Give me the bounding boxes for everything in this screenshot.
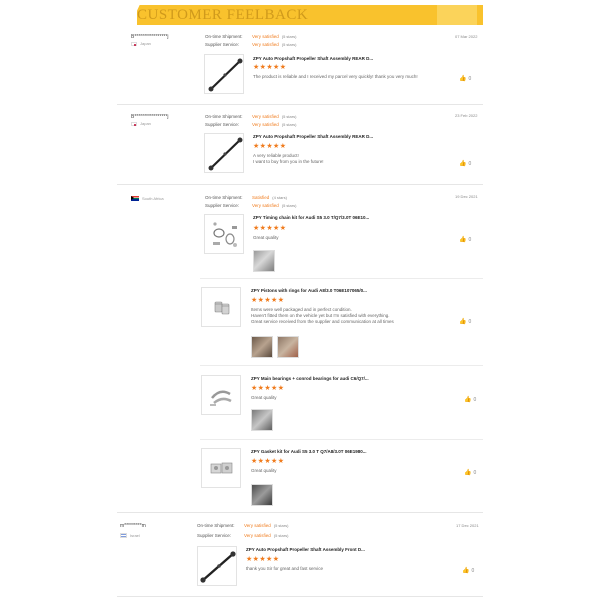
product-star-rating: ★★★★★ [253,225,287,232]
product-thumbnail[interactable] [201,375,241,415]
review-comment: Great quality [251,395,277,400]
feedback-banner [117,5,483,25]
product-thumbnail[interactable] [204,54,244,94]
bearings-image [202,376,241,415]
product-title[interactable]: ZPY Auto Propshaft Propeller Shaft Assembly REAR D... [253,134,374,139]
reviewer-country: Israel [120,533,140,538]
reviewer-country: Japan [131,121,151,126]
reviewer-country: Japan [131,41,151,46]
review-comment: thank you Sir for great and fast service [246,566,324,571]
product-title[interactable]: ZPY Main bearings + conrod bearings for audi C6/Q7/... [251,376,369,381]
product-star-rating: ★★★★★ [253,64,287,71]
on-time-shipment-rating: On-time Shipment: Very satisfied (5 stars) [197,523,289,528]
like-button[interactable]: 👍 0 [462,568,475,574]
customer-photo[interactable] [277,336,299,358]
thumbs-up-icon: 👍 [459,237,467,243]
product-thumbnail[interactable] [197,546,237,586]
supplier-service-rating: Supplier Service: Very satisfied (5 stars) [205,122,297,127]
product-star-rating: ★★★★★ [251,297,285,304]
product-title[interactable]: ZPY Pistons with rings for Audi A8/3.0 T06E107065/0... [251,288,367,293]
review-date: 07 Mar 2022 [455,34,478,39]
customer-photo[interactable] [251,409,273,431]
thumbs-up-icon: 👍 [459,161,467,167]
item-separator [200,365,483,366]
product-title[interactable]: ZPY Timing chain kit for Audi S5 3.0 T/Q7/3.0T 06E10... [253,215,370,220]
customer-photo[interactable] [253,250,275,272]
israel-flag-icon [120,533,127,538]
gasket-kit-image [202,449,241,488]
product-thumbnail[interactable] [201,287,241,327]
product-thumbnail[interactable] [204,214,244,254]
like-button[interactable]: 👍 0 [464,397,477,403]
thumbs-up-icon: 👍 [459,76,467,82]
product-title[interactable]: ZPY Auto Propshaft Propeller Shaft Assembly REAR D... [253,56,374,61]
review-separator [117,104,483,105]
review-comment: Great quality [251,468,277,473]
product-star-rating: ★★★★★ [253,143,287,150]
review-separator [117,596,483,597]
reviewer-name: B*****************j [131,34,169,40]
supplier-service-rating: Supplier Service: Very satisfied (5 stars) [205,203,297,208]
like-button[interactable]: 👍 0 [464,470,477,476]
propshaft-image [198,547,237,586]
product-star-rating: ★★★★★ [251,458,285,465]
japan-flag-icon [131,42,137,46]
on-time-shipment-rating: On-time Shipment: Very satisfied (5 stars) [205,114,297,119]
review-comment: Items were well packaged and in perfect condition. Haven't fitted them on the vehicle yet but I'm satisfied with everything. Great service received from the supplier and communication at all times [251,307,394,324]
on-time-shipment-rating: On-time Shipment: Very satisfied (5 stars) [205,34,297,39]
thumbs-up-icon: 👍 [459,319,467,325]
propshaft-image [205,55,244,94]
banner-title: CUSTOMER FEELBACK [137,7,309,23]
reviewer-country: South Africa [131,196,164,201]
pistons-image [202,288,241,327]
review-separator [117,184,483,185]
japan-flag-icon [131,122,137,126]
product-thumbnail[interactable] [204,133,244,173]
south-africa-flag-icon [131,196,139,201]
reviewer-name: B*****************j [131,114,169,120]
product-star-rating: ★★★★★ [246,556,280,563]
review-comment: The product is reliable and I received my parcel very quickly! thank you very much! [253,74,418,79]
review-date: 17 Dec 2021 [456,523,479,528]
item-separator [200,439,483,440]
like-button[interactable]: 👍 0 [459,319,472,325]
like-button[interactable]: 👍 0 [459,161,472,167]
supplier-service-rating: Supplier Service: Very satisfied (5 stars) [205,42,297,47]
product-thumbnail[interactable] [201,448,241,488]
thumbs-up-icon: 👍 [464,470,472,476]
thumbs-up-icon: 👍 [464,397,472,403]
product-title[interactable]: ZPY Gasket kit for Audi S5 3.0 T Q7/A8/3.0T 06E1980... [251,449,367,454]
product-star-rating: ★★★★★ [251,385,285,392]
like-button[interactable]: 👍 0 [459,237,472,243]
review-date: 19 Dec 2021 [455,194,478,199]
review-separator [117,512,483,513]
item-separator [200,278,483,279]
customer-photo[interactable] [251,336,273,358]
customer-photo[interactable] [251,484,273,506]
thumbs-up-icon: 👍 [462,568,470,574]
like-button[interactable]: 👍 0 [459,76,472,82]
on-time-shipment-rating: On-time Shipment: Satisfied (4 stars) [205,195,287,200]
propshaft-image [205,134,244,173]
product-title[interactable]: ZPY Auto Propshaft Propeller Shaft Assembly Front D... [246,547,365,552]
review-comment: A very reliable product! I want to buy from you in the future! [253,153,324,164]
review-date: 23 Feb 2022 [455,113,478,118]
reviewer-name: m*********m [120,523,146,529]
timing-chain-image [205,215,244,254]
supplier-service-rating: Supplier Service: Very satisfied (5 stars) [197,533,289,538]
review-comment: Great quality [253,235,279,240]
